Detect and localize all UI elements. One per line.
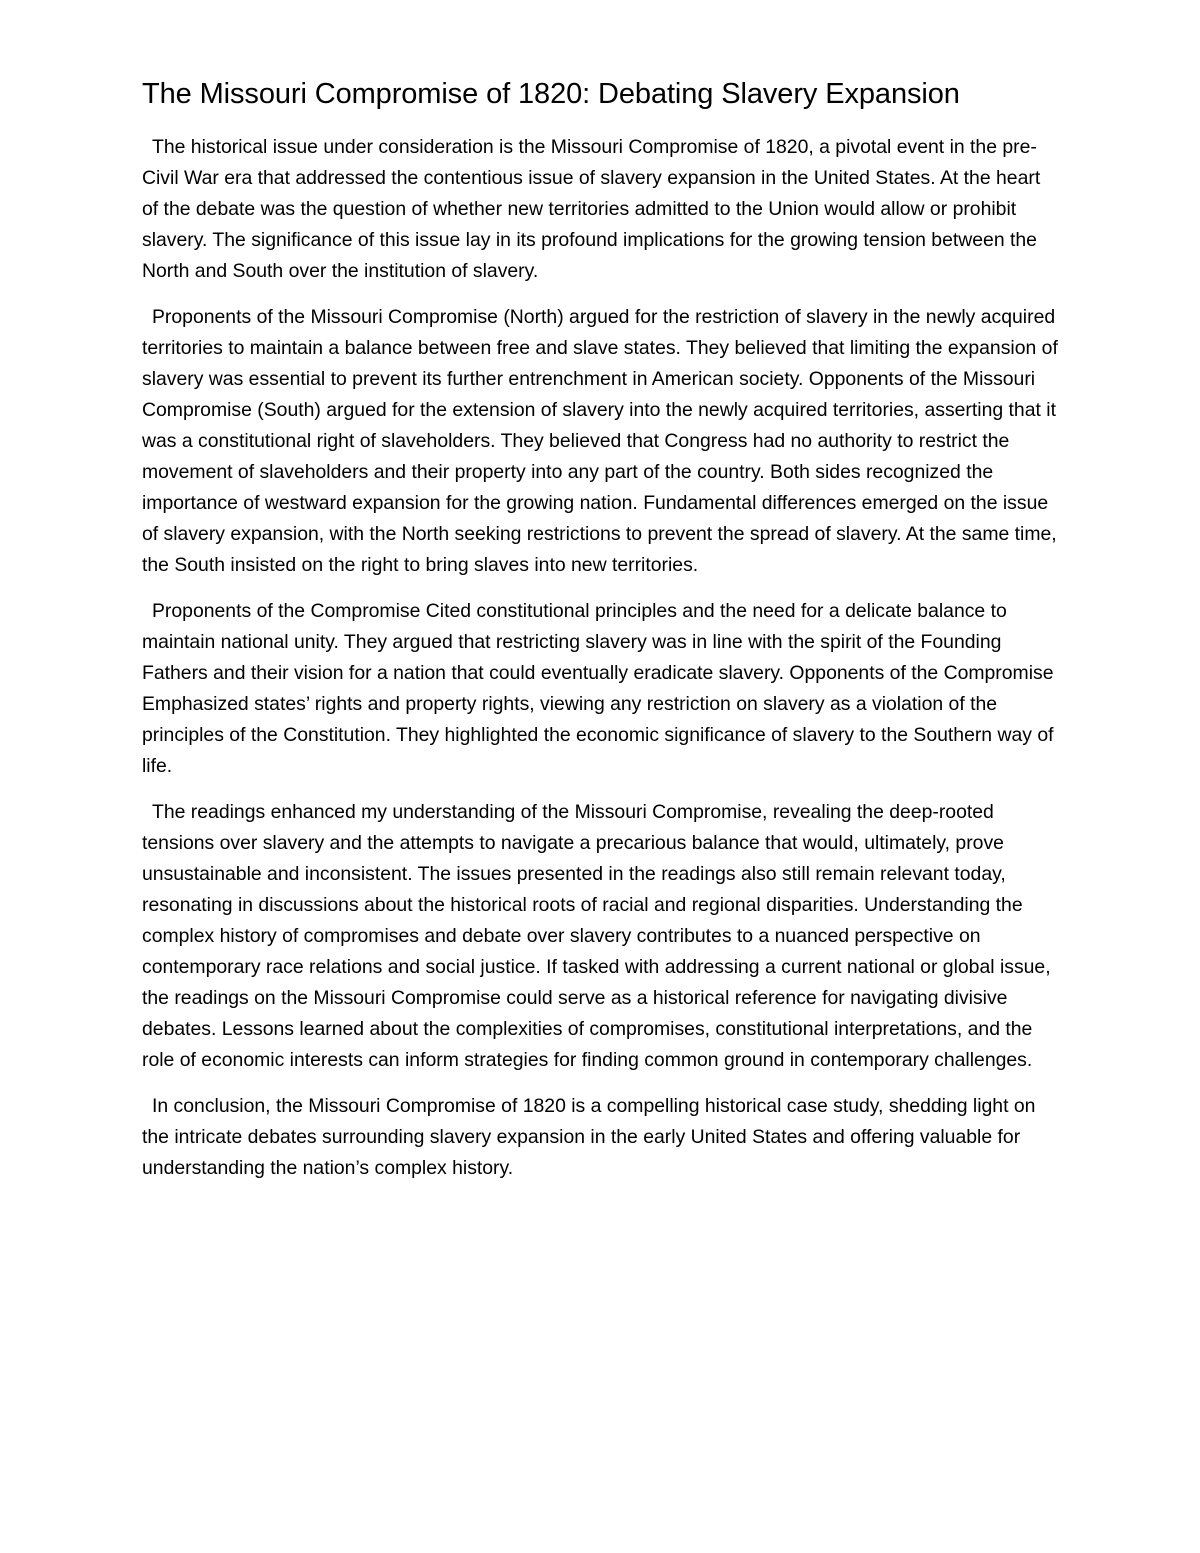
paragraph-principles: Proponents of the Compromise Cited constitutional principles and the need for a delicate balance to maintain national unity. They argued that restricting slavery was in line with the spirit of the Founding Fathers and their vision for a nation that could eventually eradicate slavery. Opponents of the Compromise Emphasized states’ rights and property rights, viewing any restriction on slavery as a violation of the principles of the Constitution. They highlighted the economic significance of slavery to the Southern way of life.	[142, 600, 1054, 777]
paragraph-arguments: Proponents of the Missouri Compromise (North) argued for the restriction of slavery in the newly acquired territories to maintain a balance between free and slave states. They believed that limiting the expansion of slavery was essential to prevent its further entrenchment in American society. Opponents of the Missouri Compromise (South) argued for the extension of slavery into the newly acquired territories, asserting that it was a constitutional right of slaveholders. They believed that Congress had no authority to restrict the movement of slaveholders and their property into any part of the country. Both sides recognized the importance of westward expansion for the growing nation. Fundamental differences emerged on the issue of slavery expansion, with the North seeking restrictions to prevent the spread of slavery. At the same time, the South insisted on the right to bring slaves into new territories.	[142, 306, 1058, 576]
document-title: The Missouri Compromise of 1820: Debating Slavery Expansion	[142, 78, 960, 110]
document-page	[142, 74, 1060, 1199]
paragraph-intro: The historical issue under consideration is the Missouri Compromise of 1820, a pivotal event in the pre-Civil War era that addressed the contentious issue of slavery expansion in the United States. At the heart of the debate was the question of whether new territories admitted to the Union would allow or prohibit slavery. The significance of this issue lay in its profound implications for the growing tension between the North and South over the institution of slavery.	[142, 136, 1041, 282]
paragraph-reflection: The readings enhanced my understanding of the Missouri Compromise, revealing the deep-rooted tensions over slavery and the attempts to navigate a precarious balance that would, ultimately, prove unsustainable and inconsistent. The issues presented in the readings also still remain relevant today, resonating in discussions about the historical roots of racial and regional disparities. Understanding the complex history of compromises and debate over slavery contributes to a nuanced perspective on contemporary race relations and social justice. If tasked with addressing a current national or global issue, the readings on the Missouri Compromise could serve as a historical reference for navigating divisive debates. Lessons learned about the complexities of compromises, constitutional interpretations, and the role of economic interests can inform strategies for finding common ground in contemporary challenges.	[142, 801, 1051, 1071]
paragraph-conclusion: In conclusion, the Missouri Compromise of 1820 is a compelling historical case study, shedding light on the intricate debates surrounding slavery expansion in the early United States and offering valuable for understanding the nation’s complex history.	[142, 1095, 1036, 1179]
